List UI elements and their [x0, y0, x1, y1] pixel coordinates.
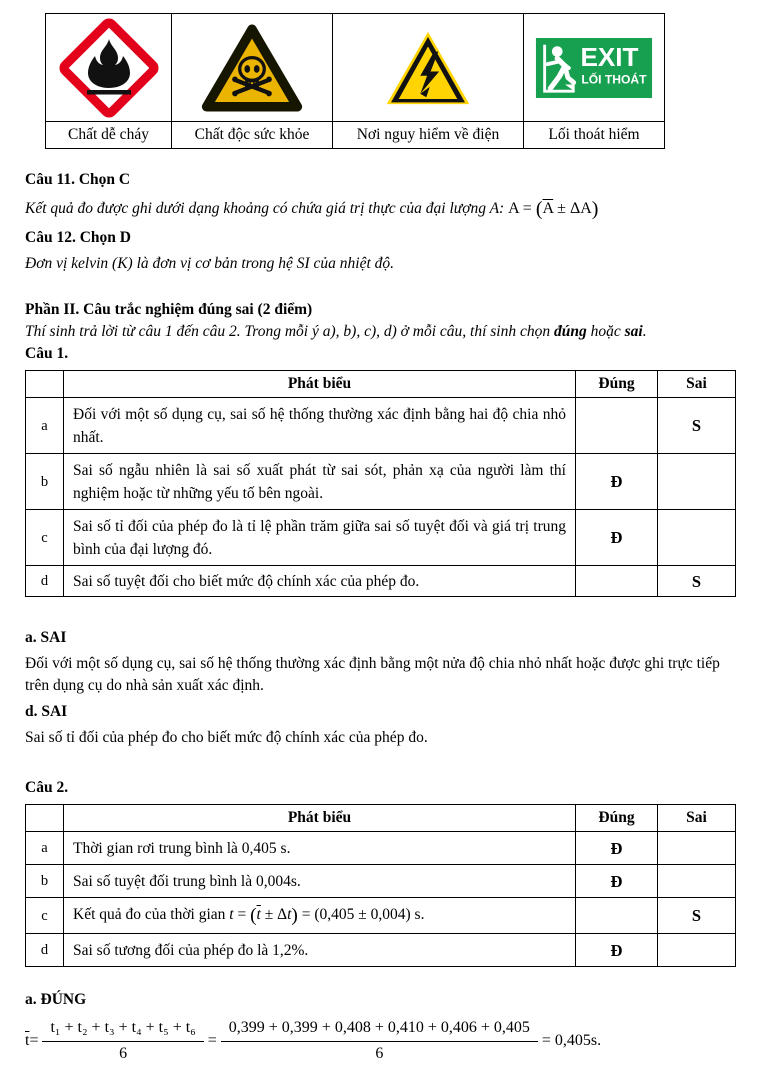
part2-heading: Phần II. Câu trắc nghiệm đúng sai (2 điểm) [25, 301, 313, 319]
explain-a-text: Đối với một số dụng cụ, sai số hệ thống thường xác định bằng một nửa độ chia nhỏ nhất hoặc được ghi trực tiếp trên dụng cụ do nhà sản xuất xác định. [25, 655, 720, 695]
explain-d-head: d. SAI [25, 703, 68, 721]
instr-sai: sai [624, 323, 643, 341]
captions-row [46, 122, 665, 149]
row-answer-dung [576, 898, 658, 934]
mean-time-formula [25, 1017, 764, 1065]
row-answer-sai: S [658, 398, 736, 454]
formula-pre: Kết quả đo của thời gian [73, 906, 230, 924]
header-statement: Phát biểu [64, 805, 576, 832]
cau12-explanation: Đơn vị kelvin (K) là đơn vị cơ bản trong hệ SI của nhiệt độ. [25, 255, 395, 273]
cau1-table [25, 370, 736, 597]
row-letter: c [26, 898, 64, 934]
instr-p2: hoặc [586, 323, 625, 341]
row-answer-sai [658, 832, 736, 865]
denominator: 6 [119, 1045, 128, 1063]
row-answer-dung [576, 398, 658, 454]
exit-subtext: LỐI THOÁT [581, 71, 647, 86]
row-answer-sai [658, 510, 736, 566]
formula-mid: ± Δ [260, 906, 288, 924]
explain-d-text: Sai số tỉ đối của phép đo cho biết mức độ chính xác của phép đo. [25, 729, 428, 747]
instr-p3: . [642, 323, 647, 341]
exit-sign-icon [524, 38, 664, 98]
t-bar: $\overline{t}$ [256, 906, 261, 924]
fraction-values [221, 1017, 538, 1065]
row-answer-dung: Đ [576, 832, 658, 865]
t-bar: $\overline{t}$ [25, 1032, 30, 1050]
t-var: t [229, 906, 234, 924]
eq: = [29, 1032, 39, 1050]
symbols-row [46, 14, 665, 122]
eq: = [207, 1032, 217, 1050]
row-answer-dung: Đ [576, 454, 658, 510]
row-letter: a [26, 398, 64, 454]
row-letter: c [26, 510, 64, 566]
row-answer-dung: Đ [576, 865, 658, 898]
t-var: t [287, 906, 292, 924]
document-page [0, 13, 764, 1063]
row-answer-sai: S [658, 898, 736, 934]
flammable-icon [46, 18, 171, 118]
cau11-body: Kết quả đo được ghi dưới dạng khoảng có chứa giá trị thực của đại lượng A: [25, 200, 505, 217]
table-row [26, 566, 736, 597]
instr-p1: Thí sinh trả lời từ câu 1 đến câu 2. Trong mỗi ý a), b), c), d) ở mỗi câu, thí sinh chọn [25, 323, 554, 341]
row-statement: Đối với một số dụng cụ, sai số hệ thống thường xác định bằng hai độ chia nhỏ nhất. [64, 398, 576, 454]
instr-dung: đúng [554, 323, 587, 341]
paren-close: ) [291, 905, 298, 927]
caption-exit: Lối thoát hiểm [524, 122, 665, 149]
electric-hazard-icon [333, 30, 523, 106]
explain-a-head: a. SAI [25, 629, 67, 647]
table-row [26, 398, 736, 454]
cau2-label: Câu 2. [25, 779, 69, 797]
row-letter: d [26, 934, 64, 967]
numerator: t₁ + t₂ + t₃ + t₄ + t₅ + t₆ [42, 1017, 203, 1042]
caption-flammable: Chất dễ cháy [46, 122, 172, 149]
row-letter: b [26, 865, 64, 898]
part2-instruction [25, 321, 740, 343]
a-bar: $\overline{A}$ [542, 200, 554, 217]
table-row [26, 934, 736, 967]
row-answer-dung: Đ [576, 510, 658, 566]
header-dung: Đúng [576, 371, 658, 398]
cau2-table [25, 804, 736, 967]
denominator: 6 [375, 1045, 384, 1063]
exit-sign-cell [524, 14, 665, 122]
table1-header-row [26, 371, 736, 398]
exit-text: EXIT [580, 41, 639, 72]
row-answer-sai [658, 934, 736, 967]
explain2-head: a. ĐÚNG [25, 991, 87, 1009]
row-statement: Sai số tuyệt đối cho biết mức độ chính xác của phép đo. [64, 566, 576, 597]
row-statement: Sai số ngẫu nhiên là sai số xuất phát từ sai sót, phản xạ của người làm thí nghiệm hoặc từ những yếu tố bên ngoài. [64, 454, 576, 510]
toxic-cell [172, 14, 333, 122]
row-letter: a [26, 832, 64, 865]
caption-electric: Nơi nguy hiểm về điện [333, 122, 524, 149]
header-sai: Sai [658, 371, 736, 398]
table-row [26, 510, 736, 566]
header-blank [26, 371, 64, 398]
fraction-symbols [42, 1017, 203, 1065]
formula-result: = 0,405s. [541, 1032, 602, 1050]
row-answer-dung: Đ [576, 934, 658, 967]
table-row [26, 865, 736, 898]
row-answer-sai: S [658, 566, 736, 597]
formula-rest: (0,405 ± 0,004) s. [314, 906, 425, 924]
caption-toxic: Chất độc sức khỏe [172, 122, 333, 149]
row-letter: d [26, 566, 64, 597]
row-statement: Sai số tuyệt đối trung bình là 0,004s. [64, 865, 576, 898]
cau12-title: Câu 12. Chọn D [25, 229, 131, 247]
row-answer-sai [658, 865, 736, 898]
row-answer-dung [576, 566, 658, 597]
formula-mid: ± ΔA [553, 200, 592, 217]
row-statement: Sai số tỉ đối của phép đo là tỉ lệ phần trăm giữa sai số tuyệt đối và giá trị trung bình của đại lượng đó. [64, 510, 576, 566]
eq: = [297, 906, 315, 924]
row-statement: Thời gian rơi trung bình là 0,405 s. [64, 832, 576, 865]
table-row [26, 454, 736, 510]
row-answer-sai [658, 454, 736, 510]
header-statement: Phát biểu [64, 371, 576, 398]
row-statement: Sai số tương đối của phép đo là 1,2%. [64, 934, 576, 967]
eq: = [233, 906, 251, 924]
paren-open: ( [535, 198, 543, 220]
table-row [26, 832, 736, 865]
cau11-formula [508, 198, 599, 220]
toxic-skull-icon [172, 22, 332, 114]
formula-pre: A = [508, 200, 536, 217]
paren-close: ) [591, 198, 599, 220]
cau1-label: Câu 1. [25, 345, 69, 363]
table2-header-row [26, 805, 736, 832]
header-sai: Sai [658, 805, 736, 832]
header-blank [26, 805, 64, 832]
safety-symbols-table [45, 13, 665, 149]
electric-hazard-cell [333, 14, 524, 122]
cau11-title: Câu 11. Chọn C [25, 171, 131, 188]
row-statement-formula [64, 898, 576, 934]
row-letter: b [26, 454, 64, 510]
paren-open: ( [250, 905, 257, 927]
table-row [26, 898, 736, 934]
flammable-cell [46, 14, 172, 122]
numerator: 0,399 + 0,399 + 0,408 + 0,410 + 0,406 + 0,405 [221, 1017, 538, 1042]
cau11-explanation [25, 195, 740, 223]
header-dung: Đúng [576, 805, 658, 832]
